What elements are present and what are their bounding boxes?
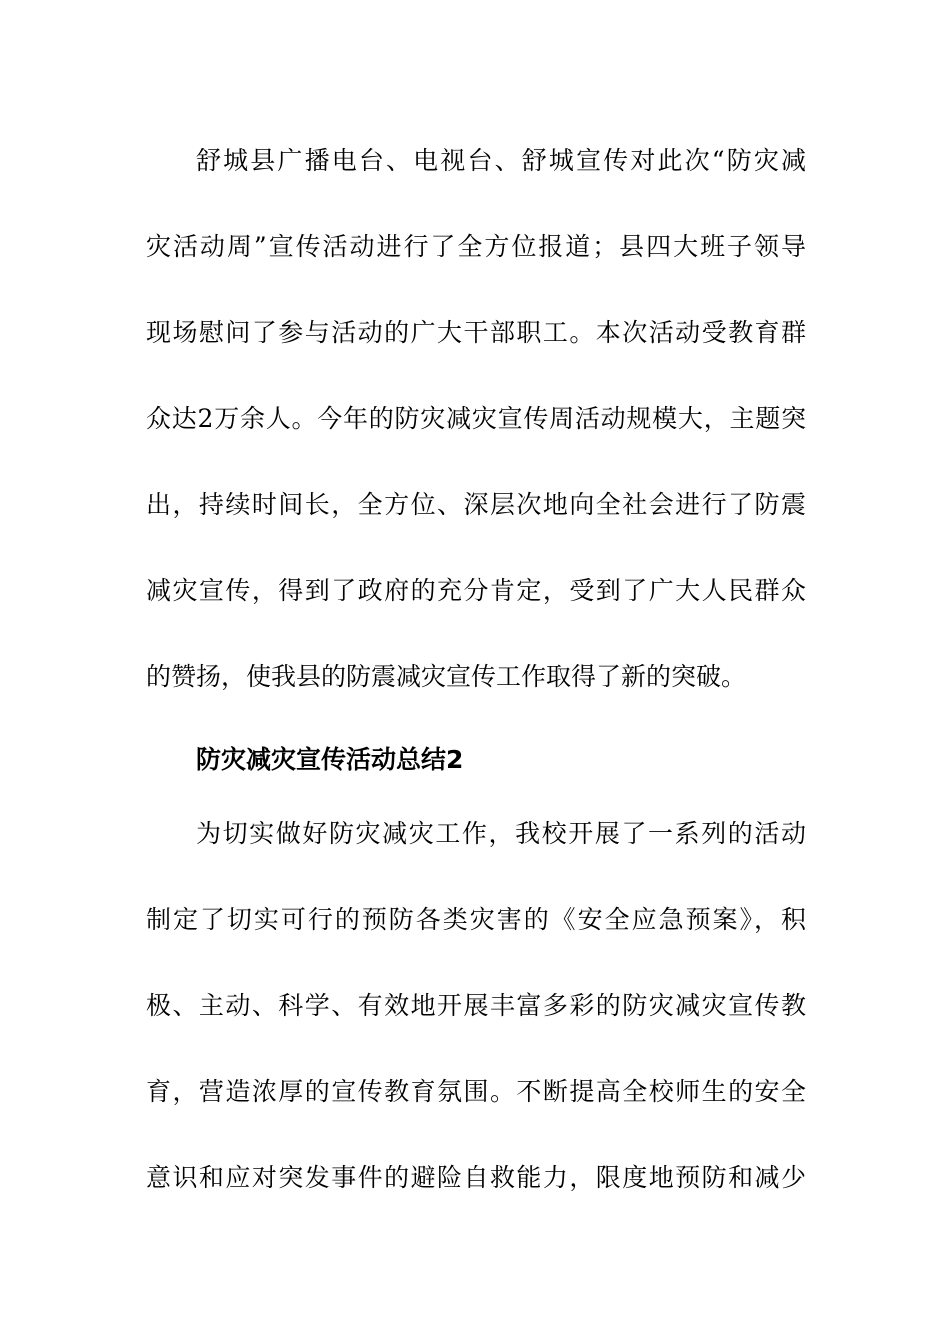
- paragraph-1-line-2: 灾活动周”宣传活动进行了全方位报道；县四大班子领导: [146, 232, 806, 261]
- paragraph-2-line-4: 育，营造浓厚的宣传教育氛围。不断提高全校师生的安全: [146, 1077, 806, 1106]
- section-heading: 防灾减灾宣传活动总结2: [196, 745, 464, 774]
- paragraph-1-line-5: 出，持续时间长，全方位、深层次地向全社会进行了防震: [146, 490, 806, 519]
- paragraph-2-line-2: 制定了切实可行的预防各类灾害的《安全应急预案》，积: [146, 905, 806, 934]
- paragraph-2-line-5: 意识和应对突发事件的避险自救能力，限度地预防和减少: [146, 1163, 806, 1192]
- paragraph-1-line-7: 的赞扬，使我县的防震减灾宣传工作取得了新的突破。: [146, 662, 747, 691]
- paragraph-1-line-4: 众达2万余人。今年的防灾减灾宣传周活动规模大，主题突: [146, 404, 806, 433]
- paragraph-1-line-1: 舒城县广播电台、电视台、舒城宣传对此次“防灾减: [196, 146, 806, 175]
- paragraph-2-line-1: 为切实做好防灾减灾工作，我校开展了一系列的活动: [196, 819, 806, 848]
- paragraph-2-line-3: 极、主动、科学、有效地开展丰富多彩的防灾减灾宣传教: [146, 991, 806, 1020]
- paragraph-1-line-6: 减灾宣传，得到了政府的充分肯定，受到了广大人民群众: [146, 576, 806, 605]
- paragraph-1-line-3: 现场慰问了参与活动的广大干部职工。本次活动受教育群: [146, 318, 806, 347]
